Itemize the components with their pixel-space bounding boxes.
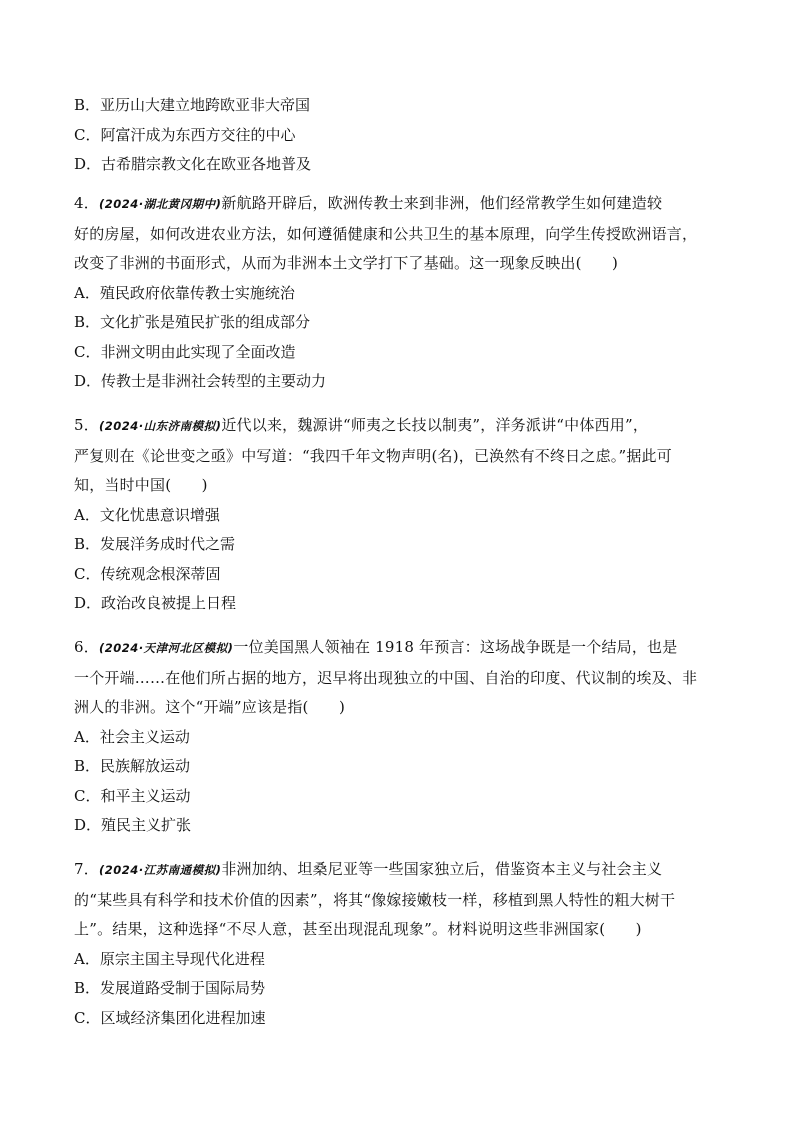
question-4 bbox=[74, 189, 724, 397]
stem-line: 一个开端……在他们所占据的地方，迟早将出现独立的中国、自治的印度、代议制的埃及、非 bbox=[74, 668, 698, 687]
options bbox=[74, 723, 724, 841]
continued-options bbox=[74, 91, 724, 180]
question-source: (2024·湖北黄冈期中) bbox=[98, 197, 222, 211]
question-stem bbox=[74, 855, 724, 945]
option-d[interactable]: D．传教士是非洲社会转型的主要动力 bbox=[74, 372, 327, 390]
option-c[interactable]: C．区域经济集团化进程加速 bbox=[74, 1008, 266, 1027]
options bbox=[74, 501, 724, 619]
option-b[interactable]: B．发展道路受制于国际局势 bbox=[74, 979, 266, 997]
question-source: (2024·山东济南模拟) bbox=[98, 419, 222, 433]
option-c[interactable]: C．传统观念根深蒂固 bbox=[74, 564, 221, 583]
stem-line: 改变了非洲的书面形式，从而为非洲本土文学打下了基础。这一现象反映出( ) bbox=[74, 254, 619, 272]
stem-line: 的“某些具有科学和技术价值的因素”，将其“像嫁接嫩枝一样，移植到黑人特性的粗大树干 bbox=[74, 890, 676, 909]
question-source: (2024·江苏南通模拟) bbox=[98, 863, 222, 877]
option-b[interactable]: B．文化扩张是殖民扩张的组成部分 bbox=[74, 313, 311, 331]
stem-line: 7．(2024·江苏南通模拟)非洲加纳、坦桑尼亚等一些国家独立后，借鉴资本主义与社会主义 bbox=[74, 860, 663, 878]
stem-line: 知，当时中国( ) bbox=[74, 476, 208, 494]
option-b[interactable]: B．发展洋务成时代之需 bbox=[74, 535, 236, 553]
question-stem bbox=[74, 189, 724, 279]
option-d[interactable]: D．古希腊宗教文化在欧亚各地普及 bbox=[74, 155, 312, 173]
question-7 bbox=[74, 855, 724, 1033]
question-6 bbox=[74, 633, 724, 841]
option-c[interactable]: C．非洲文明由此实现了全面改造 bbox=[74, 342, 296, 361]
option-a[interactable]: A．原宗主国主导现代化进程 bbox=[74, 949, 265, 968]
option-d[interactable]: D．殖民主义扩张 bbox=[74, 816, 192, 834]
stem-line: 好的房屋，如何改进农业方法，如何遵循健康和公共卫生的基本原理，向学生传授欧洲语言， bbox=[74, 224, 698, 243]
stem-line: 严复则在《论世变之亟》中写道：“我四千年文物声明(名)，已涣然有不终日之虑。”据此可 bbox=[74, 446, 672, 465]
question-stem bbox=[74, 633, 724, 723]
option-b[interactable]: B．亚历山大建立地跨欧亚非大帝国 bbox=[74, 96, 311, 114]
question-stem bbox=[74, 411, 724, 501]
stem-line: 洲人的非洲。这个“开端”应该是指( ) bbox=[74, 698, 346, 716]
option-a[interactable]: A．殖民政府依靠传教士实施统治 bbox=[74, 283, 295, 302]
option-a[interactable]: A．文化忧患意识增强 bbox=[74, 505, 220, 524]
question-number: 4． bbox=[74, 194, 99, 212]
option-c[interactable]: C．和平主义运动 bbox=[74, 786, 191, 805]
stem-line: 6．(2024·天津河北区模拟)一位美国黑人领袖在 1918 年预言：这场战争既是一个结局，也是 bbox=[74, 638, 678, 656]
question-number: 6． bbox=[74, 638, 99, 656]
options bbox=[74, 945, 724, 1034]
option-c[interactable]: C．阿富汗成为东西方交往的中心 bbox=[74, 125, 296, 144]
options bbox=[74, 279, 724, 397]
question-number: 7． bbox=[74, 860, 99, 878]
stem-line: 4．(2024·湖北黄冈期中)新航路开辟后，欧洲传教士来到非洲，他们经常教学生如何建造较 bbox=[74, 194, 663, 212]
question-source: (2024·天津河北区模拟) bbox=[98, 641, 234, 655]
option-d[interactable]: D．政治改良被提上日程 bbox=[74, 594, 237, 612]
question-5 bbox=[74, 411, 724, 619]
stem-line: 上”。结果，这种选择“不尽人意，甚至出现混乱现象”。材料说明这些非洲国家( ) bbox=[74, 920, 642, 938]
stem-line: 5．(2024·山东济南模拟)近代以来，魏源讲“师夷之长技以制夷”，洋务派讲“中体西用”， bbox=[74, 416, 649, 434]
question-number: 5． bbox=[74, 416, 99, 434]
option-a[interactable]: A．社会主义运动 bbox=[74, 727, 190, 746]
option-b[interactable]: B．民族解放运动 bbox=[74, 757, 191, 775]
